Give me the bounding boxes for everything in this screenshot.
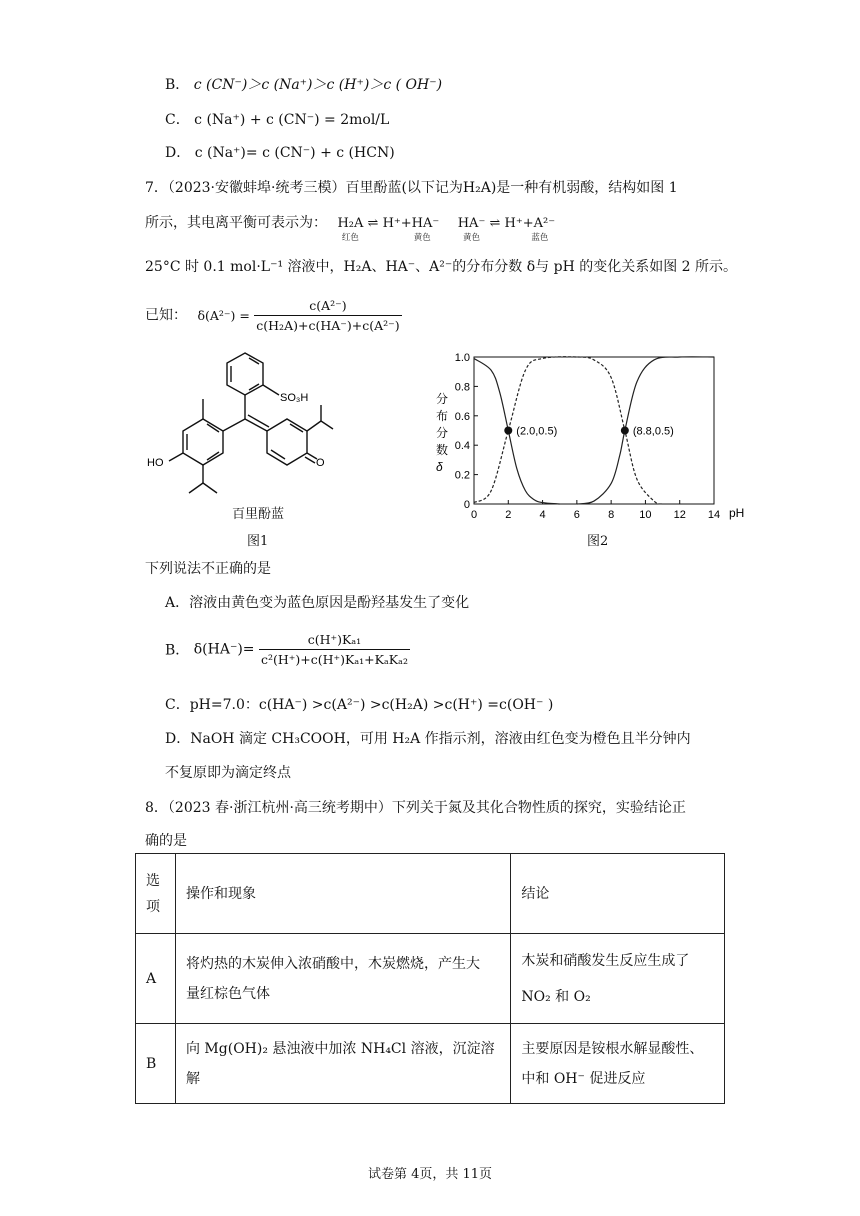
q7-stem-line2 xyxy=(145,212,556,243)
fraction-numerator: c(A²⁻) xyxy=(254,298,401,316)
x-tick-label: 4 xyxy=(539,509,546,521)
question-source: （2023·安徽蚌埠·统考三模） xyxy=(167,180,346,196)
option-lhs: δ(HA⁻)= xyxy=(193,641,255,658)
q6-option-c xyxy=(165,109,389,129)
q7-prompt: 下列说法不正确的是 xyxy=(145,561,271,577)
q7-option-a xyxy=(165,592,469,612)
o-label: O xyxy=(316,457,325,469)
option-text: c (CN⁻)＞c (Na⁺)＞c (H⁺)＞c ( OH⁻) xyxy=(193,77,443,93)
x-tick-label: 10 xyxy=(639,509,652,521)
eq2-left: HA⁻ xyxy=(457,216,486,231)
y-axis-label: 分布分数 δ xyxy=(436,392,449,474)
question-number: 8． xyxy=(145,800,168,816)
question-text: 下列关于氮及其化合物性质的探究，实验结论正 xyxy=(391,800,686,816)
option-label: C． xyxy=(165,697,190,713)
figure-1-structure xyxy=(145,345,335,525)
eq2-right: H⁺+A²⁻ xyxy=(504,216,556,231)
option-text: 溶液由黄色变为蓝色原因是酚羟基发生了变化 xyxy=(189,595,470,611)
known-lhs: δ(A²⁻) = xyxy=(197,307,250,323)
row-operation-line1: 将灼热的木炭伸入浓硝酸中，木炭燃烧，产生大 xyxy=(185,955,480,972)
eq1-left-color: 红色 xyxy=(341,233,359,243)
equilibrium-arrow-icon: ⇌ xyxy=(367,216,379,231)
row-option: B xyxy=(136,1024,176,1104)
q7-known-formula xyxy=(145,298,402,333)
header-option xyxy=(136,854,176,934)
figure-1-name: 百里酚蓝 xyxy=(232,507,285,522)
equilibrium-2 xyxy=(457,216,556,243)
table-header-row xyxy=(136,854,725,934)
row-operation-line2: 量红棕色气体 xyxy=(185,985,270,1002)
header-option-line1: 选 xyxy=(146,872,160,889)
header-operation: 操作和现象 xyxy=(175,854,510,934)
y-tick-label: 0.4 xyxy=(454,440,470,453)
option-b-fraction xyxy=(259,632,410,667)
question-source: （2023 春·浙江杭州·高三统考期中） xyxy=(167,800,392,816)
option-label: D． xyxy=(165,731,191,747)
q7-option-d xyxy=(165,728,691,748)
option-text: c (Na⁺)= c (CN⁻) + c (HCN) xyxy=(194,145,395,161)
fraction-denominator: c(H₂A)+c(HA⁻)+c(A²⁻) xyxy=(256,318,400,333)
option-label: B． xyxy=(165,77,190,93)
fraction-denominator: c²(H⁺)+c(H⁺)Kₐ₁+KₐKₐ₂ xyxy=(261,652,408,667)
q7-option-b xyxy=(165,632,410,667)
x-tick-label: 6 xyxy=(573,509,580,521)
question-text: 百里酚蓝(以下记为H₂A)是一种有机弱酸，结构如图 1 xyxy=(345,180,678,196)
row-conclusion-line1: 主要原因是铵根水解显酸性、 xyxy=(521,1040,704,1057)
equilibrium-arrow-icon: ⇌ xyxy=(489,216,501,231)
q8-options-table xyxy=(135,853,725,1104)
row-option: A xyxy=(136,934,176,1024)
option-text: pH=7.0：c(HA⁻) >c(A²⁻) >c(H₂A) >c(H⁺) =c(OH⁻ ) xyxy=(189,697,554,713)
table-row xyxy=(136,934,725,1024)
known-fraction xyxy=(254,298,401,333)
q7-stem-line3: 25°C 时 0.1 mol·L⁻¹ 溶液中，H₂A、HA⁻、A²⁻的分布分数 δ与 pH 的变化关系如图 2 所示。 xyxy=(145,259,738,275)
x-axis-label: pH xyxy=(729,506,745,520)
y-tick-label: 0.2 xyxy=(454,469,470,482)
fraction-numerator: c(H⁺)Kₐ₁ xyxy=(259,632,410,650)
option-text: NaOH 滴定 CH₃COOH，可用 H₂A 作指示剂，溶液由红色变为橙色且半分钟内 xyxy=(190,731,691,747)
figure-2-caption: 图2 xyxy=(587,534,609,549)
equilibrium-1 xyxy=(337,216,440,243)
eq1-right-color: 黄色 xyxy=(413,233,431,243)
x-tick-label: 12 xyxy=(673,509,686,521)
ho-label: HO xyxy=(147,457,164,469)
header-option-line2: 项 xyxy=(146,898,160,915)
eq2-right-color: 蓝色 xyxy=(531,233,549,243)
q8-stem-line2: 确的是 xyxy=(145,833,187,849)
table-row xyxy=(136,1024,725,1104)
row-conclusion xyxy=(511,934,725,1024)
data-point-label: (8.8,0.5) xyxy=(632,425,674,438)
option-label: A． xyxy=(165,595,190,611)
x-tick-label: 14 xyxy=(707,509,721,521)
option-text: c (Na⁺) + c (CN⁻) = 2mol/L xyxy=(194,112,390,128)
y-tick-label: 0.8 xyxy=(454,381,470,394)
figure-1-caption: 图1 xyxy=(247,534,269,549)
eq2-left-color: 黄色 xyxy=(463,233,481,243)
option-label: B． xyxy=(165,642,190,659)
data-point-label: (2.0,0.5) xyxy=(516,425,558,438)
chart-points xyxy=(504,426,674,438)
q6-option-d xyxy=(165,142,395,162)
header-conclusion: 结论 xyxy=(511,854,725,934)
eq1-left: H₂A xyxy=(337,216,364,231)
x-tick-label: 2 xyxy=(505,509,512,521)
row-operation: 向 Mg(OH)₂ 悬浊液中加浓 NH₄Cl 溶液，沉淀溶解 xyxy=(175,1024,510,1104)
row-conclusion-line1: 木炭和硝酸发生反应生成了 xyxy=(521,952,690,969)
x-tick-label: 8 xyxy=(608,509,615,521)
row-conclusion xyxy=(511,1024,725,1104)
y-tick-label: 0.6 xyxy=(454,410,470,423)
row-conclusion-line2: 中和 OH⁻ 促进反应 xyxy=(521,1070,646,1087)
question-text: 所示，其电离平衡可表示为： xyxy=(145,215,327,231)
row-operation xyxy=(175,934,510,1024)
data-point xyxy=(621,427,629,435)
option-label: D． xyxy=(165,145,191,161)
row-conclusion-line2: NO₂ 和 O₂ xyxy=(521,988,591,1005)
page-footer: 试卷第 4页，共 11页 xyxy=(367,1167,493,1182)
known-label: 已知： xyxy=(145,307,187,324)
figure-2-chart xyxy=(420,345,750,525)
q8-stem-line1 xyxy=(145,797,686,817)
y-tick-label: 1.0 xyxy=(454,352,470,364)
q6-option-b xyxy=(165,74,442,94)
option-label: C． xyxy=(165,112,190,128)
q7-stem-line1 xyxy=(145,177,678,197)
y-tick-label: 0 xyxy=(463,499,470,511)
so3h-label: SO₃H xyxy=(280,392,309,404)
q7-option-d-continued: 不复原即为滴定终点 xyxy=(165,765,291,781)
question-number: 7． xyxy=(145,180,168,196)
data-point xyxy=(504,427,512,435)
eq1-right: H⁺+HA⁻ xyxy=(382,216,440,231)
q7-option-c xyxy=(165,694,553,714)
x-tick-label: 0 xyxy=(470,509,478,521)
